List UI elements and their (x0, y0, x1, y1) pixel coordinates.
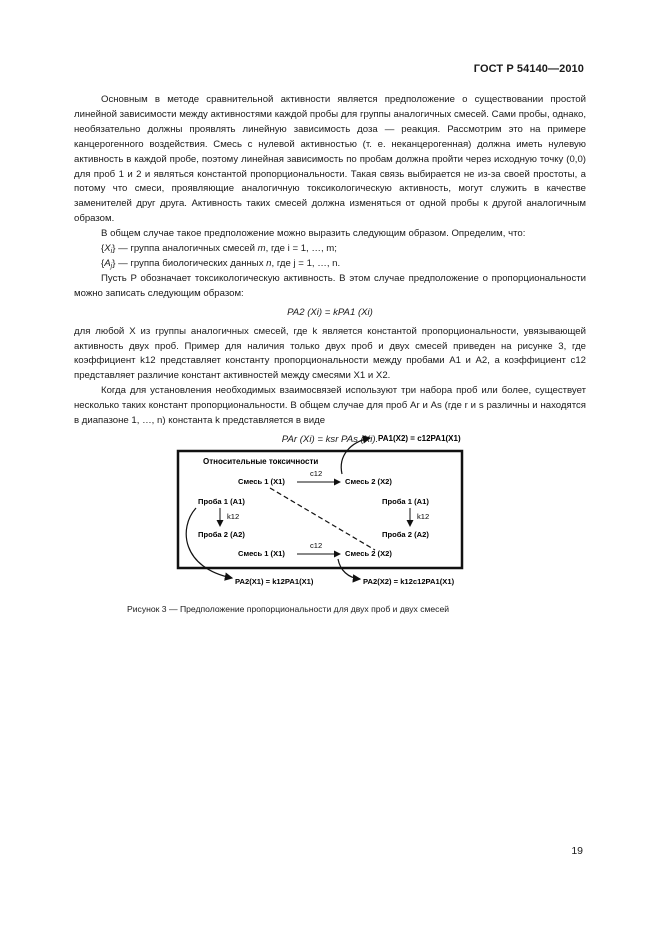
k12-left: k12 (227, 512, 240, 521)
dashed-diagonal (270, 488, 375, 550)
k12-right: k12 (417, 512, 430, 521)
curve-to-top-formula (341, 438, 370, 474)
paragraph: для любой X из группы аналогичных смесей, где k является константой пропорциональности, увязывающей активность двух проб. Пример для наличия только двух проб и двух смесей приведен на рисунке 3, где коэффициент k12 представляет константу пропорциональности между пробами A1 и A2, а коэффициент c12 представляет различие констант активностей между смесями X1 и X2. (74, 325, 586, 382)
proportionality-diagram (170, 428, 500, 593)
formula-general: PAr (Xi) = ksr PAs (Xi). (281, 433, 379, 445)
bottom-left-formula: PA2(X1) = k12PA1(X1) (235, 577, 314, 586)
probe1-right: Проба 1 (A1) (382, 497, 429, 506)
definition-bio-data: $\{A_j\}$ — группа биологических данных n, где j = 1, …, n. (101, 257, 341, 270)
diagram-svg (170, 428, 500, 593)
formula-proportionality: PA2 (Xi) = kPA1 (Xi) (287, 306, 373, 318)
mix2-bottom: Смесь 2 (X2) (345, 549, 392, 558)
box-title: Относительные токсичности (203, 457, 319, 466)
paragraph: Пусть P обозначает токсикологическую активность. В этом случае предположение о пропорциональности можно записать следующим образом: (74, 272, 586, 299)
body-text (74, 93, 586, 452)
mix1-bottom: Смесь 1 (X1) (238, 549, 285, 558)
paragraph: Когда для установления необходимых взаимосвязей используют три набора проб или более, существует несколько таких констант пропорциональности. В общем случае для проб Ar и As (где r и s различны и находятся в диапазоне 1, …, n) константа k представляется в виде (74, 385, 586, 427)
mix1-top: Смесь 1 (X1) (238, 477, 285, 486)
probe1-left: Проба 1 (A1) (198, 497, 245, 506)
top-formula: PA1(X2) = c12PA1(X1) (378, 434, 461, 443)
c12-top: c12 (310, 469, 323, 478)
definition-mixtures: $\{X_i\}$ — группа аналогичных смесей m, где i = 1, …, m; (101, 243, 337, 256)
probe2-left: Проба 2 (A2) (198, 530, 245, 539)
paragraph: Основным в методе сравнительной активности является предположение о существовании простой линейной зависимости между активностями каждой пробы для группы аналогичных смесей. Сами пробы, однако, необязательно должны проявлять линейную зависимость доза — реакция. Рассмотрим это на примере канцерогенного воздействия. Смесь с нулевой активностью (т. е. неканцерогенная) должна иметь нулевую активность в каждой пробе, поэтому линейная зависимость по пробам должна пройти через исходную точку (0,0) для проб 1 и 2 и являться константой пропорциональности. Такая связь выбирается не из-за своей простоты, а потому что смеси, проявляющие аналогичную токсикологическую активность, могут служить в качестве заменителей друг друга. Активность таких смесей должна изменяться от одной пробы к другой аналогичным образом. (74, 94, 586, 225)
page-number: 19 (571, 845, 583, 857)
probe2-right: Проба 2 (A2) (382, 530, 429, 539)
mix2-top: Смесь 2 (X2) (345, 477, 392, 486)
paragraph: В общем случае такое предположение можно выразить следующим образом. Определим, что: (101, 228, 526, 240)
c12-bottom: c12 (310, 541, 323, 550)
figure-caption: Рисунок 3 — Предположение пропорциональности для двух проб и двух смесей (127, 604, 450, 614)
document-header: ГОСТ Р 54140—2010 (473, 63, 584, 75)
bottom-right-formula: PA2(X2) = k12c12PA1(X1) (363, 577, 455, 586)
